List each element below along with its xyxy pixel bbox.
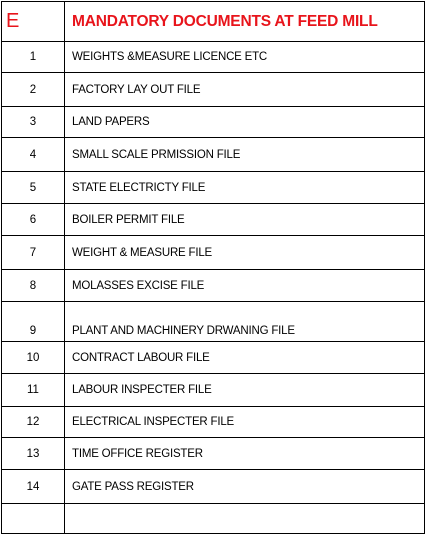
- row-document: PLANT AND MACHINERY DRWANING FILE: [65, 302, 425, 342]
- table-row: [2, 172, 425, 204]
- row-number: 11: [2, 374, 65, 407]
- table-row: [2, 73, 425, 107]
- table-row: [2, 438, 425, 470]
- row-document: GATE PASS REGISTER: [65, 470, 425, 504]
- table-row: [2, 302, 425, 342]
- row-number: 2: [2, 73, 65, 107]
- table-row: [2, 407, 425, 438]
- row-number: 8: [2, 270, 65, 302]
- row-number: 9: [2, 302, 65, 342]
- row-document: WEIGHT & MEASURE FILE: [65, 236, 425, 270]
- row-document: STATE ELECTRICTY FILE: [65, 172, 425, 204]
- row-document: ELECTRICAL INSPECTER FILE: [65, 407, 425, 438]
- row-number: 4: [2, 138, 65, 172]
- row-document: WEIGHTS &MEASURE LICENCE ETC: [65, 42, 425, 73]
- row-document: MOLASSES EXCISE FILE: [65, 270, 425, 302]
- table-header-row: [2, 2, 425, 42]
- section-title: MANDATORY DOCUMENTS AT FEED MILL: [65, 2, 425, 42]
- table-row: [2, 470, 425, 504]
- table-row: [2, 204, 425, 236]
- row-number: 1: [2, 42, 65, 73]
- row-document: LABOUR INSPECTER FILE: [65, 374, 425, 407]
- table-row: [2, 342, 425, 374]
- row-number: 14: [2, 470, 65, 504]
- row-number: 7: [2, 236, 65, 270]
- row-number: 3: [2, 107, 65, 138]
- row-document: CONTRACT LABOUR FILE: [65, 342, 425, 374]
- table-row: [2, 374, 425, 407]
- table-row: [2, 270, 425, 302]
- row-document: SMALL SCALE PRMISSION FILE: [65, 138, 425, 172]
- section-letter: E: [2, 2, 65, 42]
- table-row: [2, 42, 425, 73]
- row-document: TIME OFFICE REGISTER: [65, 438, 425, 470]
- row-number: 12: [2, 407, 65, 438]
- documents-table: [1, 1, 425, 534]
- row-document: BOILER PERMIT FILE: [65, 204, 425, 236]
- row-number: 13: [2, 438, 65, 470]
- row-document: LAND PAPERS: [65, 107, 425, 138]
- table-row: [2, 236, 425, 270]
- row-document: FACTORY LAY OUT FILE: [65, 73, 425, 107]
- row-number: 5: [2, 172, 65, 204]
- table-row: [2, 138, 425, 172]
- row-number: 10: [2, 342, 65, 374]
- table-row: [2, 107, 425, 138]
- row-number: 6: [2, 204, 65, 236]
